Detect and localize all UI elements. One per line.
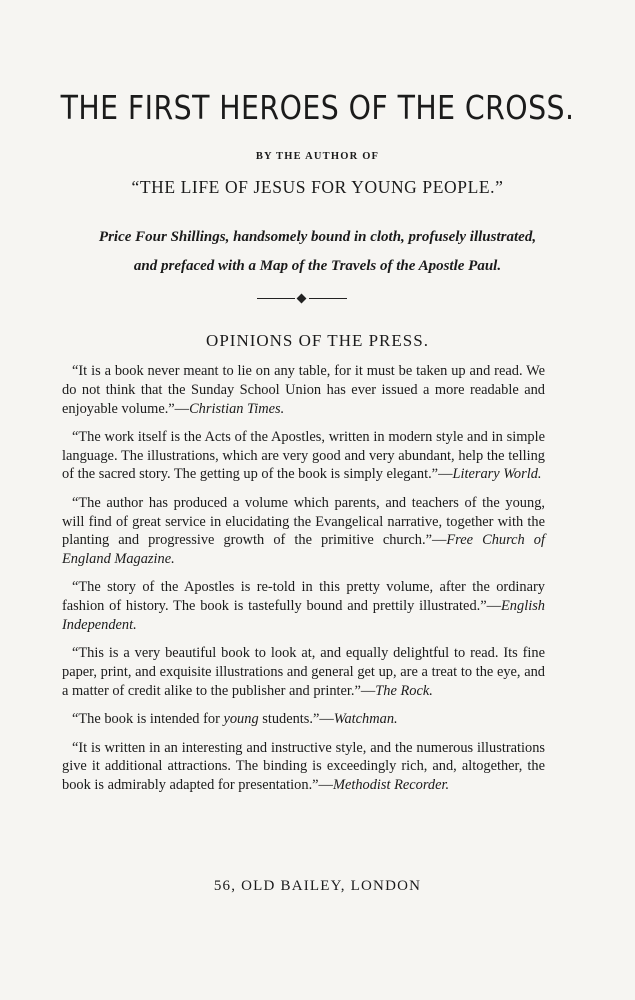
price-line-1: Price Four Shillings, handsomely bound in cloth, profusely illustrated, — [98, 229, 537, 245]
section-heading: OPINIONS OF THE PRESS. — [206, 331, 429, 350]
review-item — [62, 578, 545, 634]
review-quote: “This is a very beautiful book to look at, and equally delightful to read. Its fine paper, print, and exquisite illustrations and general get up, are a treat to the eye, and a matter of credit alike to the publisher and printer.”— — [62, 645, 545, 699]
price-line-2: and prefaced with a Map of the Travels of the Apostle Paul. — [133, 258, 502, 274]
book-subtitle: “THE LIFE OF JESUS FOR YOUNG PEOPLE.” — [131, 177, 504, 197]
review-item — [62, 494, 545, 569]
byline: BY THE AUTHOR OF — [255, 151, 380, 162]
review-quote: “It is a book never meant to lie on any table, for it must be taken up and read. We do not think that the Sunday School Union has ever issued a more readable and enjoyable volume.”— — [62, 363, 545, 417]
review-quote-end: students.”— — [258, 711, 334, 728]
review-source: Watchman. — [333, 711, 398, 728]
review-quote: “The story of the Apostles is re-told in this pretty volume, after the ordinary fashion of history. The book is tastefully bound and prettily illustrated.”— — [62, 579, 545, 615]
review-item — [62, 428, 545, 484]
divider-line-right — [309, 298, 347, 299]
review-item — [62, 362, 545, 418]
review-quote-start: “The book is intended for — [72, 711, 224, 728]
review-quote: “The author has produced a volume which parents, and teachers of the young, will find of great service in elucidating the Evangelical narrative, together with the planting and progressive growth of the primitive church.”— — [62, 494, 545, 549]
review-item — [62, 644, 545, 700]
review-source: Free Church of England Magazine. — [62, 532, 545, 568]
divider-line-left — [257, 298, 295, 299]
ornamental-divider — [257, 294, 347, 304]
review-item — [62, 710, 545, 729]
review-source: Christian Times. — [189, 400, 285, 417]
review-source: English Independent. — [62, 598, 545, 634]
diamond-ornament-icon — [297, 294, 307, 304]
review-source: The Rock. — [375, 682, 433, 699]
review-source: Methodist Recorder. — [332, 777, 450, 794]
publisher-address: 56, OLD BAILEY, LONDON — [213, 878, 422, 894]
review-quote: “The work itself is the Acts of the Apostles, written in modern style and in simple language. The illustrations, which are very good and very abundant, help the telling of the sacred story. The getting up of the book is simply elegant.”— — [62, 428, 545, 483]
review-item — [62, 739, 545, 795]
review-source: Literary World. — [452, 466, 542, 483]
page-title: THE FIRST HEROES OF THE CROSS. — [60, 88, 575, 127]
press-reviews — [62, 362, 545, 804]
review-quote-emphasis: young — [223, 711, 259, 728]
price-description — [50, 223, 585, 281]
review-quote: “It is written in an interesting and instructive style, and the numerous illustrations give it additional attractions. The binding is exceedingly rich, and, altogether, the book is admirably adapted for presentation.”— — [62, 739, 545, 794]
